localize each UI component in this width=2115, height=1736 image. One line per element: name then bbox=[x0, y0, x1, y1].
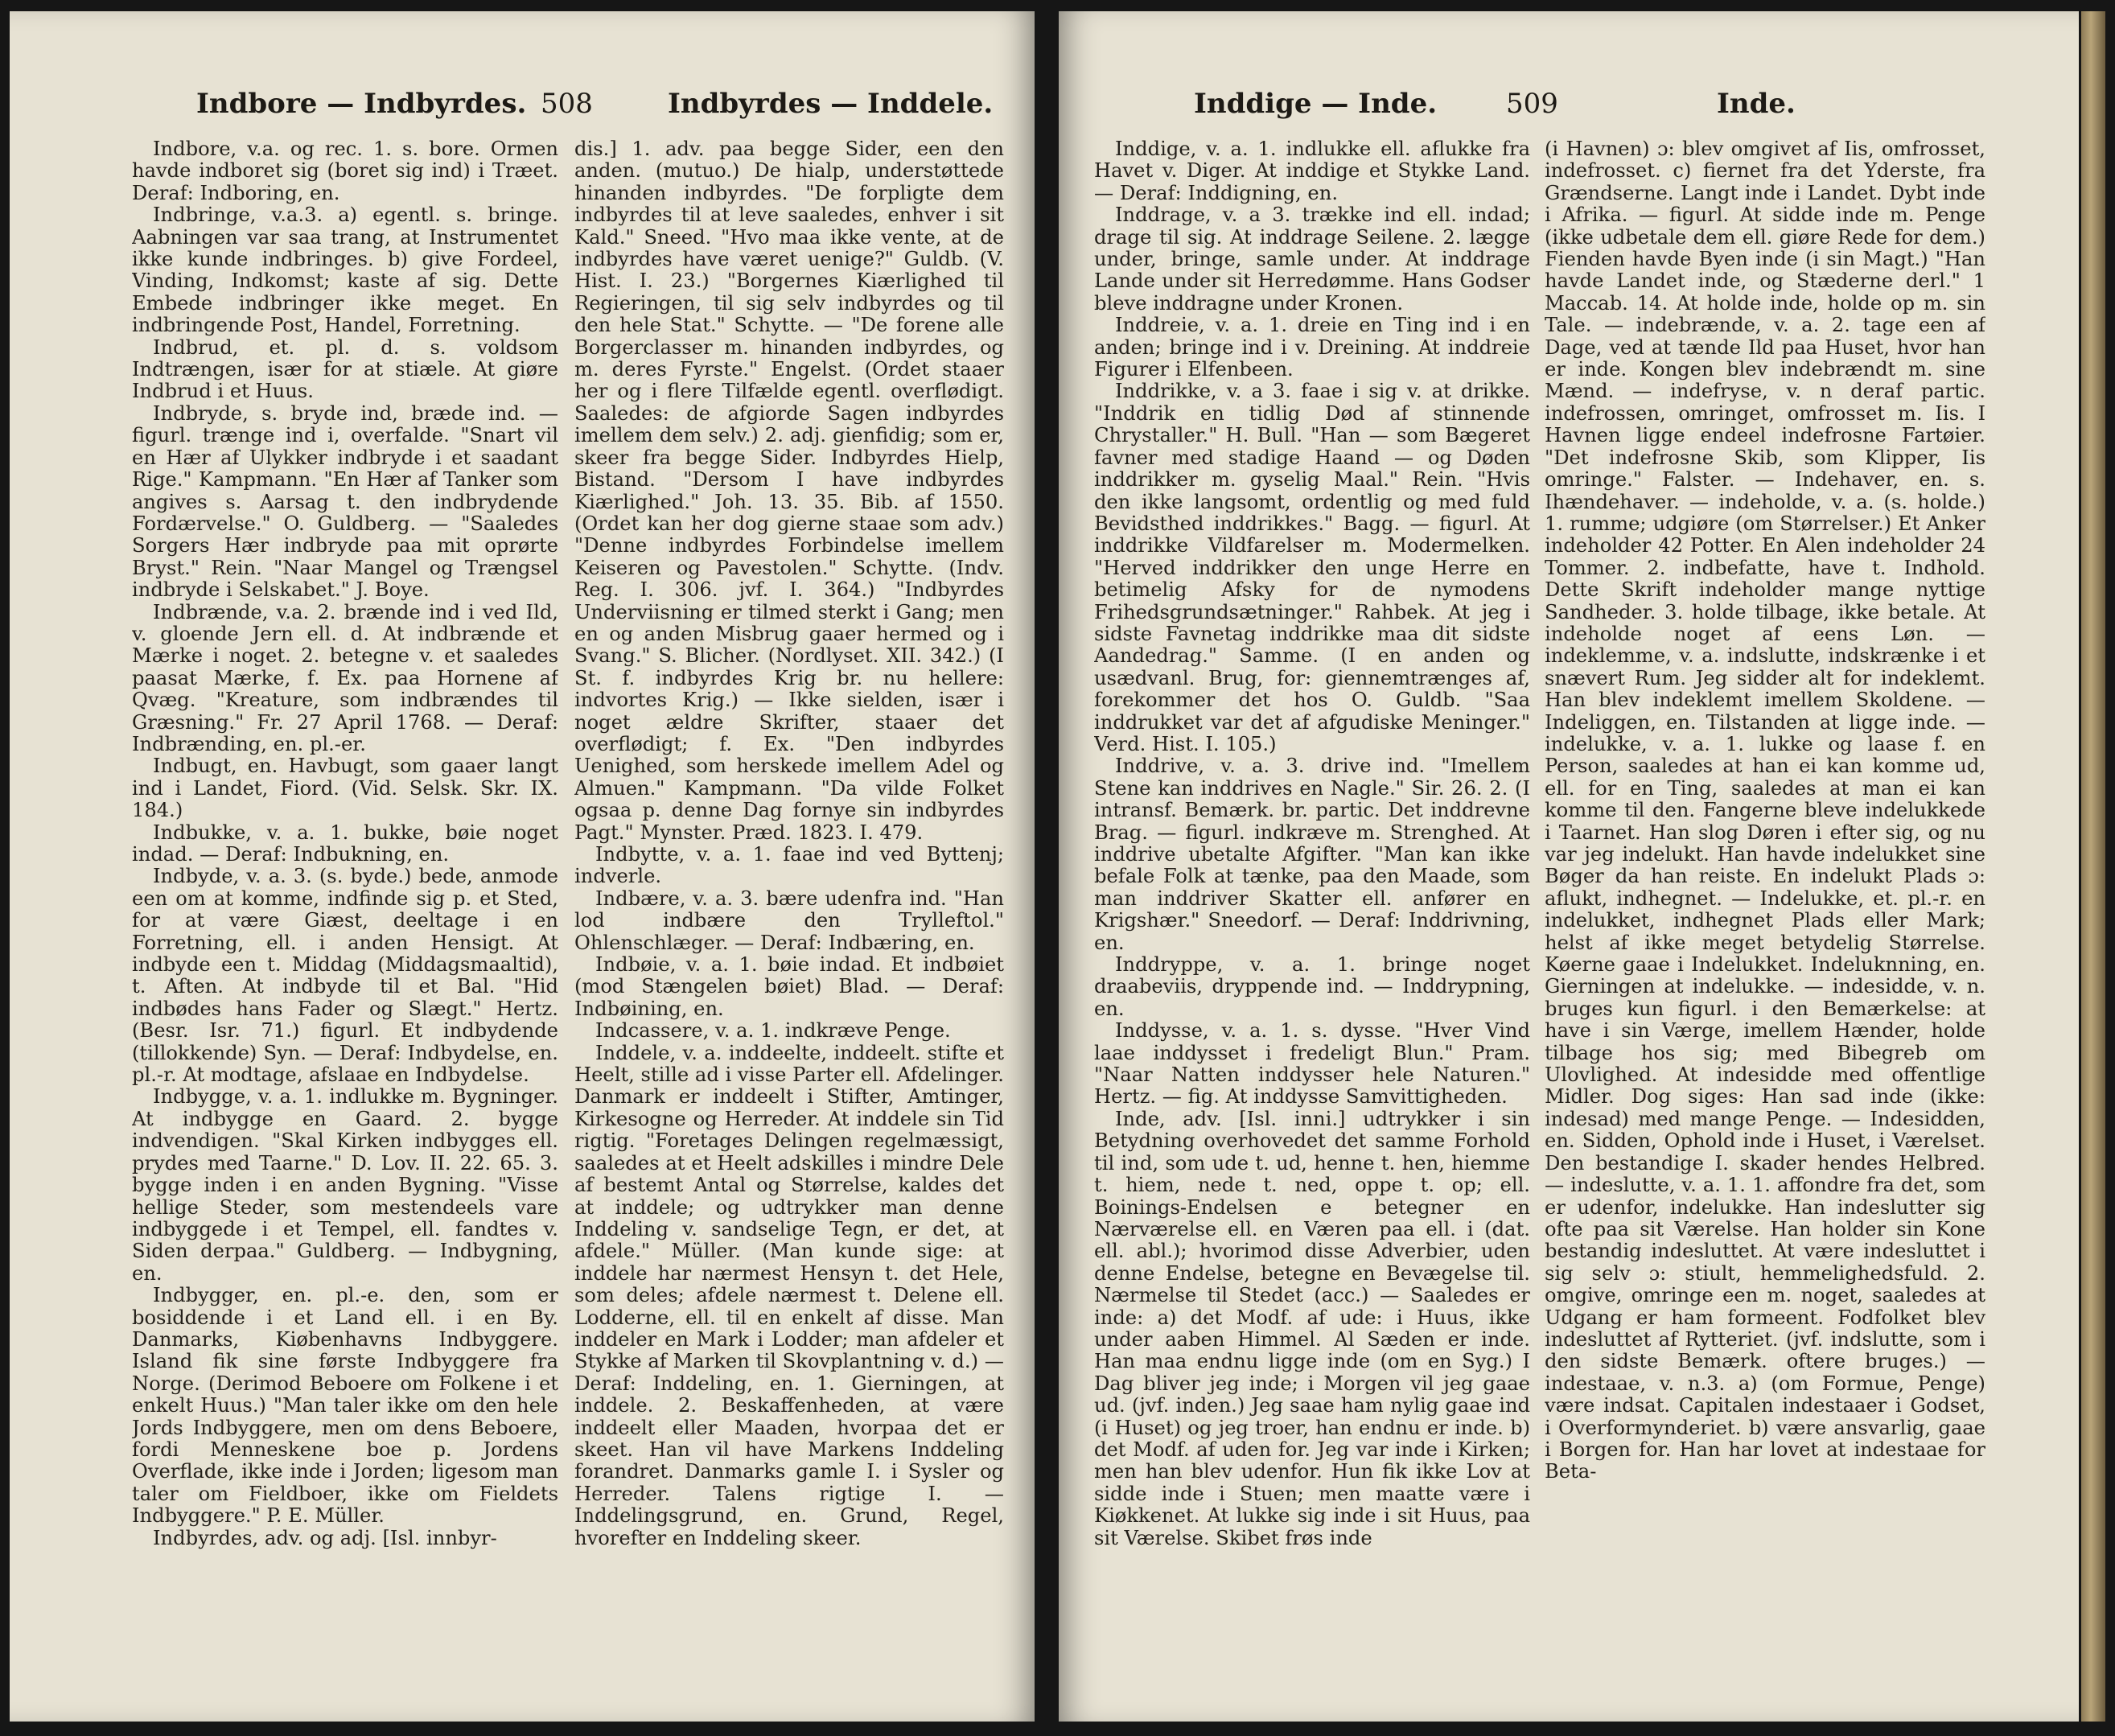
right-page-header bbox=[1059, 88, 2079, 128]
left-column-2 bbox=[574, 138, 1004, 1675]
entry: Indbygge, v. a. 1. indlukke m. Bygninger. At indbygge en Gaard. 2. bygge indvendigen. "Skal Kirken indbygges ell. prydes med Taarne." D. Lov. II. 22. 65. 3. bygge inden i en anden Bygning. "Visse hellige Steder, som mestendeels vare indbyggede i et Tempel, ell. fandtes v. Siden derpaa." Guldberg. — Indbygning, en. bbox=[132, 1085, 558, 1285]
entry: Inddysse, v. a. 1. s. dysse. "Hver Vind laae inddysset i fredeligt Blun." Pram. "Naar Natten inddysser hele Naturen." Hertz. — fig. At inddysse Samvittigheden. bbox=[1094, 1019, 1530, 1109]
entry: Indbugt, en. Havbugt, som gaaer langt ind i Landet, Fiord. (Vid. Selsk. Skr. IX. 184.) bbox=[132, 755, 558, 822]
entry: Indbrænde, v.a. 2. brænde ind i ved Ild, v. gloende Jern ell. d. At indbrænde et Mærke i noget. 2. betegne v. et saaledes paasat Mærke, f. Ex. paa Hornene af Qvæg. "Kreature, som indbrændes til Græsning." Fr. 27 April 1768. — Deraf: Indbrænding, en. pl.-er. bbox=[132, 600, 558, 755]
entry: Indbore, v.a. og rec. 1. s. bore. Ormen havde indboret sig (boret sig ind) i Træet. Deraf: Indboring, en. bbox=[132, 138, 558, 204]
entry: Inddrikke, v. a 3. faae i sig v. at drikke. "Inddrik en tidlig Død af stinnende Chrystaller." H. Bull. "Han — som Bægeret favner med stadige Haand — og Døden inddrikker m. gyselig Maal." Rein. "Hvis den ikke langsomt, ordentlig og med fuld Bevidsthed inddrikkes." Bagg. — figurl. At inddrikke Vildfarelser m. Modermelken. "Herved inddrikker den unge Herre en betimelig Afsky for de nymodens Frihedsgrundsætninger." Rahbek. At jeg i sidste Favnetag inddrikke maa dit sidste Aandedrag." Samme. (I en anden og usædvanl. Brug, for: giennemtrænges af, forekommer det hos O. Guldb. "Saa inddrukket var det af afgudiske Meninger." Verd. Hist. I. 105.) bbox=[1094, 380, 1530, 755]
right-header-right: Inde. bbox=[1717, 88, 1796, 120]
book-page-edge bbox=[2081, 11, 2105, 1722]
entry: Inddige, v. a. 1. indlukke ell. aflukke fra Havet v. Diger. At inddige et Stykke Land. — Deraf: Inddigning, en. bbox=[1094, 138, 1530, 204]
entry: Inddreie, v. a. 1. dreie en Ting ind i en anden; bringe ind i v. Dreining. At inddreie Figurer i Elfenbeen. bbox=[1094, 314, 1530, 381]
entry: (i Havnen) ɔ: blev omgivet af Iis, omfrosset, indefrosset. c) fiernet fra det Yderste, fra Grændserne. Langt inde i Landet. Dybt inde i Afrika. — figurl. At sidde inde m. Penge (ikke udbetale dem ell. giøre Rede for dem.) Fienden havde Byen inde (i sin Magt.) "Han havde Landet inde, og Stæderne derl." 1 Maccab. 14. At holde inde, holde op m. sin Tale. — indebrænde, v. a. 2. tage een af Dage, ved at tænde Ild paa Huset, hvor han er inde. Kongen blev indebrændt m. sine Mænd. — indefryse, v. n deraf partic. indefrossen, omringet, omfrosset m. Iis. I Havnen ligge endeel indefrosne Fartøier. "Det indefrosne Skib, som Klipper, Iis omringe." Falster. — Indehaver, en. s. Ihændehaver. — indeholde, v. a. (s. holde.) 1. rumme; udgiøre (om Størrelser.) Et Anker indeholder 42 Potter. En Alen indeholder 24 Tommer. 2. indbefatte, have t. Indhold. Dette Skrift indeholder mange nyttige Sandheder. 3. holde tilbage, ikke betale. At indeholde noget af eens Løn. — indeklemme, v. a. indslutte, indskrænke i et snævert Rum. Jeg sidder alt for indeklemt. Han blev indeklemt imellem Skoldene. — Indeliggen, en. Tilstanden at ligge inde. — indelukke, v. a. 1. lukke og laase f. en Person, saaledes at han ei kan komme ud, ell. for en Ting, saaledes at man ei kan komme til den. Fangerne bleve indelukkede i Taarnet. Han slog Døren i efter sig, og nu var jeg indelukt. Han havde indelukket sine Bøger da han reiste. En indelukt Plads ɔ: aflukt, indhegnet. — Indelukke, et. pl.-r. en indelukket, indhegnet Plads eller Mark; helst af ikke meget betydelig Størrelse. Køerne gaae i Indelukket. Indeluknning, en. Gierningen at indelukke. — indesidde, v. n. bruges kun figurl. i den Bemærkelse: at have i sin Værge, imellem Hænder, holde tilbage hos sig; med Bibegreb om Ulovlighed. At indesidde med offentlige Midler. Dog siges: Han sad inde (ikke: indesad) med mange Penge. — Indesidden, en. Sidden, Ophold inde i Huset, i Værelset. Den bestandige I. skader hendes Helbred. — indeslutte, v. a. 1. 1. affondre fra det, som er udenfor, indelukke. Han indeslutter sig ofte paa sit Værelse. Han holder sin Kone bestandig indesluttet. At være indesluttet i sig selv ɔ: stiult, hemmelighedsfuld. 2. omgive, omringe een m. noget, saaledes at Udgang er ham formeent. Fodfolket blev indesluttet af Rytteriet. (jvf. indslutte, som i den sidste Bemærk. oftere bruges.) — indestaae, v. n.3. a) (om Formue, Penge) være indsat. Capitalen indestaaer i Godset, i Overformynderiet. b) være ansvarlig, gaae i Borgen for. Han har lovet at indestaae for Beta- bbox=[1545, 138, 1985, 1483]
right-column-1 bbox=[1094, 138, 1530, 1675]
entry: Indbøie, v. a. 1. bøie indad. Et indbøiet (mod Stængelen bøiet) Blad. — Deraf: Indbøining, en. bbox=[574, 953, 1004, 1020]
entry: dis.] 1. adv. paa begge Sider, een den anden. (mutuo.) De hialp, understøttede hinanden indbyrdes. "De forpligte dem indbyrdes til at leve saaledes, enhver i sit Kald." Sneed. "Hvo maa ikke vente, at de indbyrdes have været uenige?" Guldb. (V. Hist. I. 23.) "Borgernes Kiærlighed til Regieringen, til sig selv indbyrdes og til den hele Stat." Schytte. — "De forene alle Borgerclasser m. hinanden indbyrdes, og m. deres Fyrste." Engelst. (Ordet staaer her og i flere Tilfælde egentl. overflødigt. Saaledes: de afgiorde Sagen indbyrdes imellem dem selv.) 2. adj. gienfidig; som er, skeer fra begge Sider. Indbyrdes Hielp, Bistand. "Dersom I have indbyrdes Kiærlighed." Joh. 13. 35. Bib. af 1550. (Ordet kan her dog gierne staae som adv.) "Denne indbyrdes Forbindelse imellem Keiseren og Pavestolen." Schytte. (Indv. Reg. I. 306. jvf. I. 364.) "Indbyrdes Underviisning er tilmed sterkt i Gang; men en og anden Misbrug gaaer hermed og i Svang." S. Blicher. (Nordlyset. XII. 342.) (I St. f. indbyrdes Krig br. nu hellere: indvortes Krig.) — Ikke sielden, især i noget ældre Skrifter, staaer det overflødigt; f. Ex. "Den indbyrdes Uenighed, som herskede imellem Adel og Almuen." Kampmann. "Da vilde Folket ogsaa p. denne Dag fornye sin indbyrdes Pagt." Mynster. Præd. 1823. I. 479. bbox=[574, 138, 1004, 844]
entry: Indbygger, en. pl.-e. den, som er bosiddende i et Land ell. i en By. Danmarks, Kiøbenhavns Indbyggere. Island fik sine første Indbyggere fra Norge. (Derimod Beboere om Folkene i et enkelt Huus.) "Man taler ikke om den hele Jords Indbyggere, men om dens Beboere, fordi Menneskene boe p. Jordens Overflade, ikke inde i Jorden; ligesom man taler om Fieldboer, ikke om Fieldets Indbyggere." P. E. Müller. bbox=[132, 1284, 558, 1528]
entry: Indbryde, s. bryde ind, bræde ind. — figurl. trænge ind i, overfalde. "Snart vil en Hær af Ulykker indbryde i et saadant Rige." Kampmann. "En Hær af Tanker som angives s. Aarsag t. den indbrydende Fordærvelse." O. Guldberg. — "Saaledes Sorgers Hær indbryde paa mit oprørte Bryst." Rein. "Naar Mangel og Trængsel indbryde i Selskabet." J. Boye. bbox=[132, 401, 558, 602]
entry: Indbytte, v. a. 1. faae ind ved Byttenj; indverle. bbox=[574, 843, 1004, 888]
entry: Indbyrdes, adv. og adj. [Isl. innbyr- bbox=[153, 1526, 497, 1549]
left-column-1 bbox=[132, 138, 558, 1675]
right-page-number: 509 bbox=[1506, 88, 1558, 120]
entry: Indbyde, v. a. 3. (s. byde.) bede, anmode een om at komme, indfinde sig p. et Sted, for at være Giæst, deeltage i en Forretning, ell. i anden Hensigt. At indbyde een t. Middag (Middagsmaaltid), t. Aften. At indbyde til et Bal. "Hid indbødes hans Fader og Slægt." Hertz. (Besr. Isr. 71.) figurl. Et indbydende (tillokkende) Syn. — Deraf: Indbydelse, en. pl.-r. At modtage, afslaae en Indbydelse. bbox=[132, 865, 558, 1087]
entry: Indcassere, v. a. 1. indkræve Penge. bbox=[595, 1019, 951, 1043]
left-page-number: 508 bbox=[541, 88, 593, 120]
right-column-2 bbox=[1545, 138, 1985, 1675]
left-page bbox=[10, 11, 1035, 1722]
entry: Inde, adv. [Isl. inni.] udtrykker i sin Betydning overhovedet det samme Forhold til ind, som ude t. ud, henne t. hen, hiemme t. hiem, nede t. ned, oppe t. op; ell. Boinings-Endelsen e betegner en Nærværelse ell. en Væren paa ell. i (dat. ell. abl.); hvorimod disse Adverbier, uden denne Endelse, betegne en Bevægelse til. Nærmelse til Stedet (acc.) — Saaledes er inde: a) det Modf. af ude: i Huus, ikke under aaben Himmel. Al Sæden er inde. Han maa endnu ligge inde (om en Syg.) I Dag bliver jeg inde; i Morgen vil jeg gaae ud. (jvf. inden.) Jeg saae ham nylig gaae ind (i Huset) og jeg troer, han endnu er inde. b) det Modf. af uden for. Jeg var inde i Kirken; men han blev udenfor. Hun fik ikke Lov at sidde inde i Stuen; men maatte være i Kiøkkenet. At lukke sig inde i sit Huus, paa sit Værelse. Skibet frøs inde bbox=[1094, 1107, 1530, 1549]
right-header-left: Inddige — Inde. bbox=[1194, 88, 1438, 120]
entry: Inddrage, v. a 3. trække ind ell. indad; drage til sig. At inddrage Seilene. 2. lægge under, bringe, samle under. At inddrage Lande under sit Herredømme. Hans Godser bleve inddragne under Kronen. bbox=[1094, 204, 1530, 315]
left-page-header bbox=[10, 88, 1035, 128]
right-page bbox=[1059, 11, 2079, 1722]
left-header-left: Indbore — Indbyrdes. bbox=[196, 88, 527, 120]
entry: Inddryppe, v. a. 1. bringe noget draabeviis, dryppende ind. — Inddrypning, en. bbox=[1094, 953, 1530, 1020]
left-header-right: Indbyrdes — Inddele. bbox=[668, 88, 994, 120]
entry: Indbrud, et. pl. d. s. voldsom Indtrængen, især for at stiæle. At giøre Indbrud i et Huus. bbox=[132, 335, 558, 403]
entry: Indbukke, v. a. 1. bukke, bøie noget indad. — Deraf: Indbukning, en. bbox=[132, 821, 558, 866]
entry: Indbære, v. a. 3. bære udenfra ind. "Han lod indbære den Trylleftol." Ohlenschlæger. — Deraf: Indbæring, en. bbox=[574, 887, 1004, 954]
entry: Inddele, v. a. inddeelte, inddeelt. stifte et Heelt, stille ad i visse Parter ell. Afdelinger. Danmark er inddeelt i Stifter, Amtinger, Kirkesogne og Herreder. At inddele sin Tid rigtig. "Foretages Delingen regelmæssigt, saaledes at et Heelt adskilles i mindre Dele af bestemt Antal og Størrelse, kaldes det at inddele; og udtrykker man denne Inddeling v. sandselige Tegn, er det, at afdele." Müller. (Man kunde sige: at inddele har nærmest Hensyn t. det Hele, som deles; afdele nærmest t. Delene ell. Lodderne, ell. til en enkelt af disse. Man inddeler en Mark i Lodder; man afdeler et Stykke af Marken til Skovplantning v. d.) — Deraf: Inddeling, en. 1. Gierningen, at inddele. 2. Beskaffenheden, at være inddeelt eller Maaden, hvorpaa det er skeet. Han vil have Markens Inddeling forandret. Danmarks gamle I. i Sysler og Herreder. Talens rigtige I. — Inddelingsgrund, en. Grund, Regel, hvorefter en Inddeling skeer. bbox=[574, 1041, 1004, 1549]
entry: Inddrive, v. a. 3. drive ind. "Imellem Stene kan inddrives en Nagle." Sir. 26. 2. (I intransf. Bemærk. br. partic. Det inddrevne Brag. — figurl. indkræve m. Strenghed. At inddrive ubetalte Afgifter. "Man kan ikke befale Folk at tænke, paa den Maade, som man inddriver Skatter ell. anfører en Krigshær." Sneedorf. — Deraf: Inddrivning, en. bbox=[1094, 755, 1530, 954]
entry: Indbringe, v.a.3. a) egentl. s. bringe. Aabningen var saa trang, at Instrumentet ikke kunde indbringes. b) give Fordeel, Vinding, Indkomst; kaste af sig. Dette Embede indbringer ikke meget. En indbringende Post, Handel, Forretning. bbox=[132, 204, 558, 337]
